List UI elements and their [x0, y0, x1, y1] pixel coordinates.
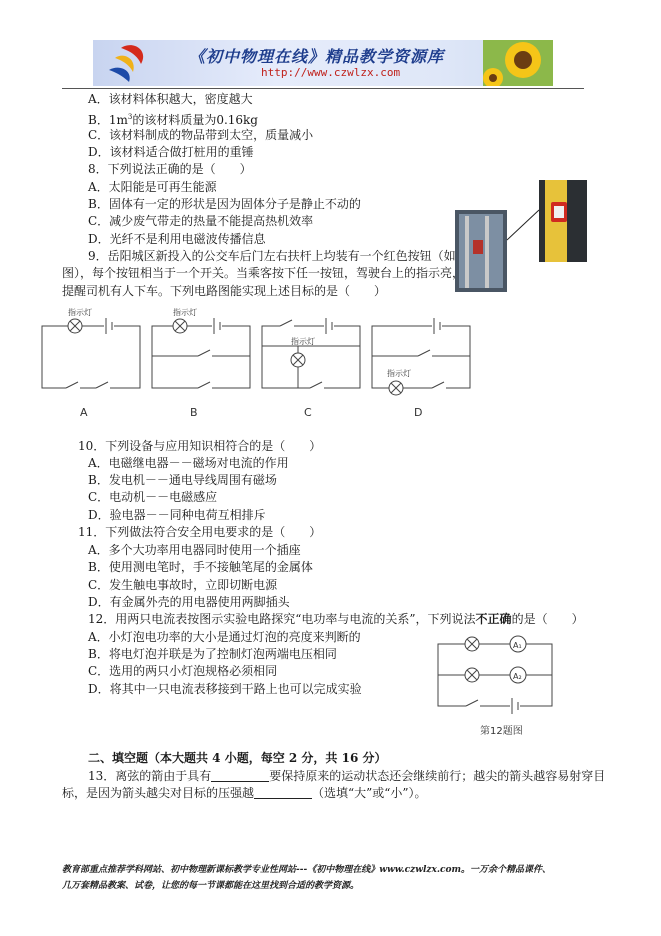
q11-option-d: D．有金属外壳的用电器使用两脚插头	[88, 595, 290, 609]
q13-line2: 标，是因为箭头越尖对目标的压强越 （选填“大”或“小”）。	[62, 786, 427, 800]
logo-icon	[93, 40, 163, 86]
q10-option-b: B．发电机－－通电导线周围有磁场	[88, 473, 277, 487]
q12-option-c: C．选用的两只小灯泡规格必须相同	[88, 664, 278, 678]
q7-option-d: D．该材料适合做打桩用的重锤	[88, 145, 254, 159]
q8-option-b: B．固体有一定的形状是因为固体分子是静止不动的	[88, 197, 361, 211]
q8-stem: 8．下列说法正确的是（ ）	[88, 162, 252, 176]
q12-figure-caption: 第12题图	[480, 726, 523, 737]
q12-circuit-figure	[436, 630, 592, 740]
q7-option-b: B．$1m^3$的该材料质量为0.16kg	[88, 113, 258, 127]
ammeter-a2-label: A₂	[513, 672, 522, 681]
circuit-label-c: C	[304, 406, 312, 419]
q10-option-a: A．电磁继电器－－磁场对电流的作用	[88, 456, 289, 470]
section2-heading: 二、填空题（本大题共 4 小题，每空 2 分，共 16 分）	[88, 751, 387, 765]
q13-blank-2[interactable]	[254, 787, 312, 799]
circuit-b	[152, 318, 250, 392]
header-rule	[62, 88, 584, 89]
q8-option-c: C．减少废气带走的热量不能提高热机效率	[88, 214, 314, 228]
circuit-label-b: B	[190, 406, 198, 419]
q13-line1: 13．离弦的箭由于具有 要保持原来的运动状态还会继续前行；越尖的箭头越容易射穿目	[88, 769, 606, 783]
ammeter-a1-label: A₁	[513, 641, 522, 650]
q8-option-a: A．太阳能是可再生能源	[88, 180, 217, 194]
q9-circuit-diagrams	[40, 304, 490, 422]
q13-blank-1[interactable]	[211, 770, 269, 782]
lamp-label-a: 指示灯	[68, 308, 92, 317]
bus-button-photo	[455, 180, 587, 292]
page-footer	[62, 862, 602, 894]
footer-line-1: 教育部重点推荐学科网站、初中物理新课标教学专业性网站---《初中物理在线》www.czwlzx.com。一万余个精品课件、	[62, 865, 552, 875]
q10-option-d: D．验电器－－同种电荷互相排斥	[88, 508, 266, 522]
circuit-a	[42, 318, 140, 392]
q9-stem-line3: 提醒司机有人下车。下列电路图能实现上述目标的是（ ）	[62, 284, 387, 298]
header-banner	[93, 40, 553, 86]
q11-option-a: A．多个大功率用电器同时使用一个插座	[88, 543, 301, 557]
sunflower-icon	[483, 40, 553, 86]
q10-option-c: C．电动机－－电磁感应	[88, 490, 218, 504]
header-url[interactable]: http://www.czwlzx.com	[261, 66, 401, 79]
q11-stem: 11．下列做法符合安全用电要求的是（ ）	[78, 525, 322, 539]
circuit-label-a: A	[80, 406, 88, 419]
q12-option-d: D．将其中一只电流表移接到干路上也可以完成实验	[88, 682, 362, 696]
q11-option-b: B．使用测电笔时，手不接触笔尾的金属体	[88, 560, 313, 574]
q7-option-c: C．该材料制成的物品带到太空，质量减小	[88, 128, 314, 142]
q12-option-a: A．小灯泡电功率的大小是通过灯泡的亮度来判断的	[88, 630, 361, 644]
q11-option-c: C．发生触电事故时，立即切断电源	[88, 578, 278, 592]
lamp-label-b: 指示灯	[173, 308, 197, 317]
q7-option-a: A．该材料体积越大，密度越大	[88, 92, 253, 106]
q12-option-b: B．将电灯泡并联是为了控制灯泡两端电压相同	[88, 647, 337, 661]
circuit-d	[372, 318, 470, 395]
q12-stem: 12．用两只电流表按图示实验电路探究“电功率与电流的关系”，下列说法不正确的是（ ）	[88, 612, 584, 626]
circuit-c	[262, 318, 360, 392]
q10-stem: 10．下列设备与应用知识相符合的是（ ）	[78, 439, 322, 453]
circuit-label-d: D	[414, 406, 423, 419]
q9-stem-line1: 9．岳阳城区新投入的公交车后门左右扶杆上均装有一个红色按钮（如	[88, 249, 456, 263]
lamp-label-c: 指示灯	[291, 337, 315, 346]
header-title: 《初中物理在线》精品教学资源库	[189, 47, 445, 66]
lamp-label-d: 指示灯	[387, 369, 411, 378]
q8-option-d: D．光纤不是利用电磁波传播信息	[88, 232, 266, 246]
q9-stem-line2: 图），每个按钮相当于一个开关。当乘客按下任一按钮，驾驶台上的指示亮，	[62, 266, 465, 280]
footer-line-2: 几万套精品教案、试卷，让您的每一节课都能在这里找到合适的教学资源。	[62, 881, 360, 891]
